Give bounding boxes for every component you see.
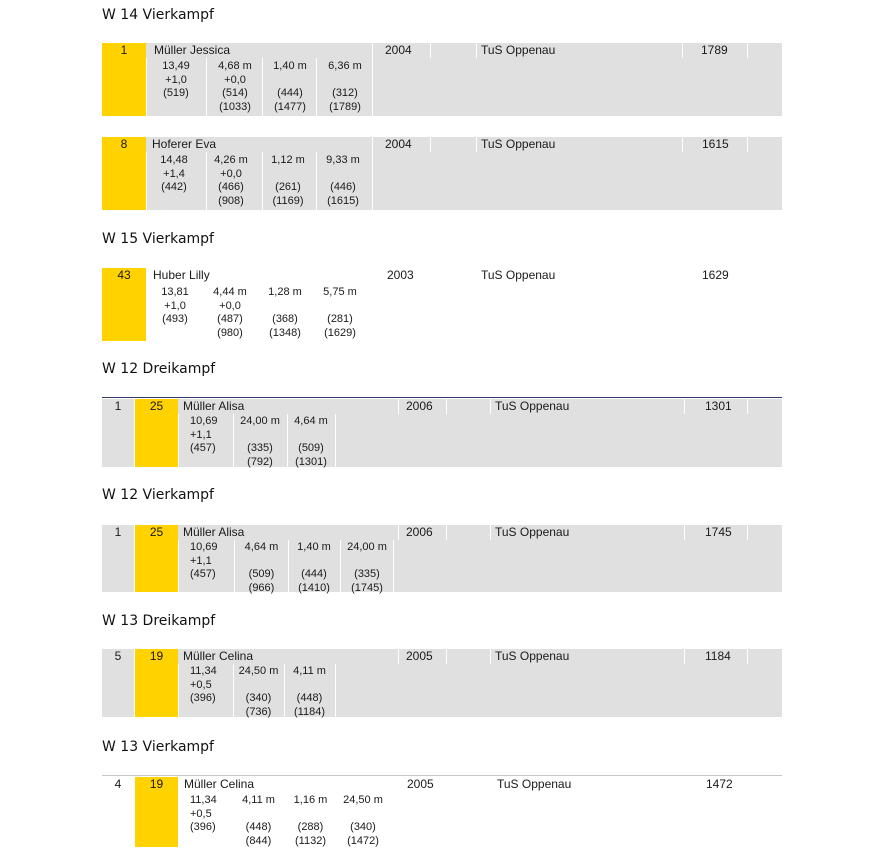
event-result: 4,68 m +0,0 (514) (1033): [218, 60, 252, 113]
event-result: 11,34 +0,5 (396): [190, 665, 217, 704]
rank: 4: [114, 777, 122, 791]
event-result: 24,00 m (335) (1745): [347, 541, 387, 594]
club-name: TuS Oppenau: [497, 777, 572, 791]
athlete-name: Müller Jessica: [154, 43, 231, 57]
birth-year: 2005: [407, 777, 434, 791]
event-result: 1,40 m (444) (1477): [273, 60, 307, 113]
club-name: TuS Oppenau: [495, 525, 570, 539]
section-title-w15-vierkampf: W 15 Vierkampf: [102, 231, 214, 247]
total-points: 1745: [705, 525, 732, 539]
event-result: 13,81 +1,0 (493): [161, 286, 189, 325]
event-result: 1,12 m (261) (1169): [271, 154, 305, 207]
event-result: 10,69 +1,1 (457): [190, 541, 218, 580]
section-title-w13-vierkampf: W 13 Vierkampf: [102, 739, 214, 755]
results-detail-area: [102, 152, 782, 210]
results-detail-area: [102, 58, 782, 116]
club-name: TuS Oppenau: [481, 43, 556, 57]
event-result: 14,48 +1,4 (442): [160, 154, 188, 193]
bib-number: 25: [149, 399, 164, 413]
event-result: 6,36 m (312) (1789): [328, 60, 362, 113]
event-result: 9,33 m (446) (1615): [326, 154, 360, 207]
athlete-name: Müller Celina: [183, 649, 254, 663]
bib-number: 19: [149, 777, 164, 791]
event-result: 4,64 m (509) (1301): [294, 415, 328, 468]
event-result: 4,11 m (448) (1184): [293, 665, 326, 718]
event-result: 4,64 m (509) (966): [244, 541, 279, 594]
section-title-w13-dreikampf: W 13 Dreikampf: [102, 613, 216, 629]
event-result: 24,00 m (335) (792): [240, 415, 280, 468]
result-block-huber-lilly: [102, 268, 782, 341]
rank: 1: [114, 399, 122, 413]
event-result: 4,44 m +0,0 (487) (980): [213, 286, 247, 339]
event-result: 13,49 +1,0 (519): [162, 60, 190, 99]
total-points: 1629: [702, 268, 729, 282]
result-block-mueller-celina-vierkampf: [102, 777, 782, 847]
birth-year: 2005: [406, 649, 433, 663]
bib-number: 1: [120, 43, 128, 57]
birth-year: 2004: [385, 137, 412, 151]
section-title-w12-vierkampf: W 12 Vierkampf: [102, 487, 214, 503]
event-result: 24,50 m (340) (1472): [343, 794, 383, 847]
athlete-name: Müller Alisa: [183, 399, 245, 413]
bib-number: 43: [117, 268, 131, 282]
event-result: 4,26 m +0,0 (466) (908): [214, 154, 248, 207]
result-block-mueller-alisa-dreikampf: [102, 399, 782, 467]
club-name: TuS Oppenau: [481, 137, 556, 151]
bib-number: 19: [149, 649, 164, 663]
club-name: TuS Oppenau: [481, 268, 556, 282]
total-points: 1184: [705, 649, 731, 663]
event-result: 10,69 +1,1 (457): [190, 415, 218, 454]
event-result: 1,28 m (368) (1348): [268, 286, 302, 339]
birth-year: 2004: [385, 43, 412, 57]
birth-year: 2003: [387, 268, 414, 282]
club-name: TuS Oppenau: [495, 649, 570, 663]
result-block-mueller-jessica: [102, 43, 782, 116]
section-title-w12-dreikampf: W 12 Dreikampf: [102, 361, 216, 377]
section-title-w14-vierkampf: W 14 Vierkampf: [102, 7, 214, 23]
athlete-name: Müller Celina: [184, 777, 255, 791]
result-block-hoferer-eva: [102, 137, 782, 210]
birth-year: 2006: [406, 399, 433, 413]
event-result: 1,16 m (288) (1132): [293, 794, 328, 847]
event-result: 4,11 m (448) (844): [242, 794, 275, 847]
rank: 1: [114, 525, 122, 539]
athlete-name: Hoferer Eva: [152, 137, 217, 151]
club-name: TuS Oppenau: [495, 399, 570, 413]
total-points: 1789: [701, 43, 728, 57]
event-result: 11,34 +0,5 (396): [190, 794, 217, 833]
event-result: 5,75 m (281) (1629): [323, 286, 357, 339]
result-block-mueller-celina-dreikampf: [102, 649, 782, 717]
bib-number: 25: [149, 525, 164, 539]
athlete-name: Huber Lilly: [153, 268, 210, 282]
bib-number: 8: [120, 137, 128, 151]
event-result: 24,50 m (340) (736): [238, 665, 279, 718]
event-result: 1,40 m (444) (1410): [297, 541, 331, 594]
total-points: 1615: [702, 137, 729, 151]
birth-year: 2006: [406, 525, 433, 539]
athlete-name: Müller Alisa: [183, 525, 245, 539]
total-points: 1472: [706, 777, 733, 791]
result-block-mueller-alisa-vierkampf: [102, 525, 782, 592]
rank: 5: [114, 649, 122, 663]
total-points: 1301: [705, 399, 732, 413]
